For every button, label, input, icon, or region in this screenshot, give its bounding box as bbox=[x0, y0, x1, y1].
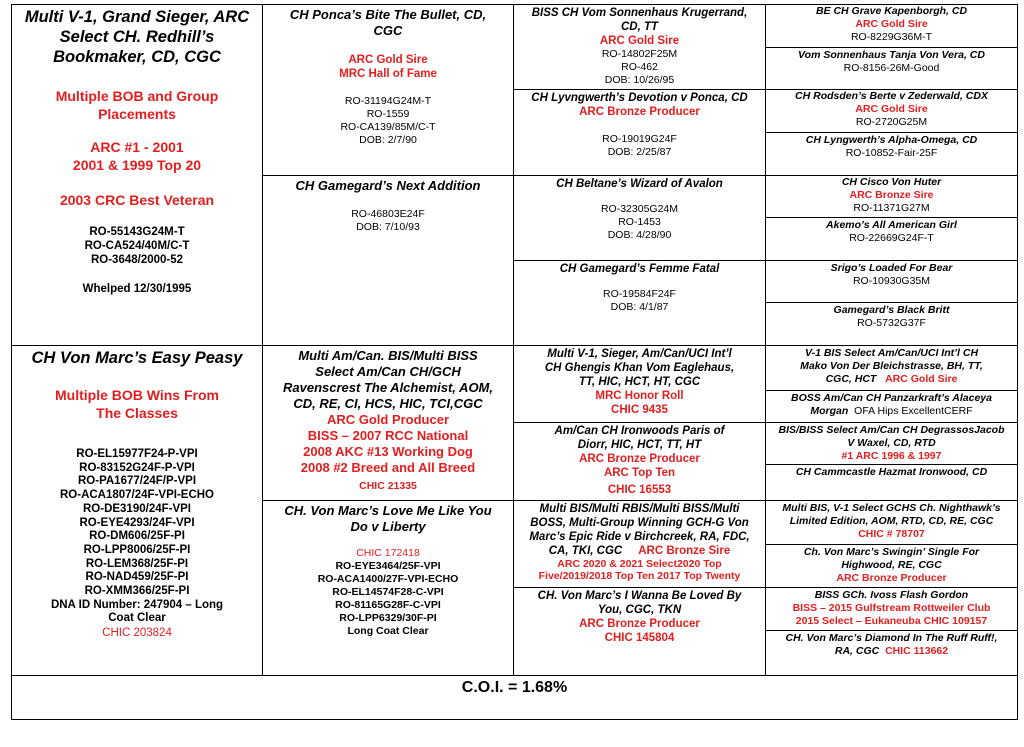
gen3-reg: DOB: 4/28/90 bbox=[607, 229, 672, 241]
gen4-title: Srigo’s Loaded For Bear bbox=[830, 262, 953, 274]
gen3-reg: DOB: 10/26/95 bbox=[604, 74, 675, 86]
gen3-cell-5 bbox=[513, 345, 766, 423]
gen3-award: ARC Bronze Producer bbox=[579, 453, 700, 465]
gen4-cell-6 bbox=[765, 217, 1018, 261]
gen2-reg: RO-31194G24M-T bbox=[344, 95, 432, 107]
dam-reg: RO-83152G24F-P-VPI bbox=[79, 461, 195, 474]
gen4-cell-16 bbox=[765, 630, 1018, 676]
gen4-cell-10 bbox=[765, 390, 1018, 423]
coi-footer bbox=[11, 675, 1018, 720]
gen4-title: Vom Sonnenhaus Tanja Von Vera, CD bbox=[798, 49, 985, 61]
gen4-title: Mako Von Der Bleichstrasse, BH, TT, bbox=[800, 360, 983, 372]
gen2-award: ARC Gold Sire bbox=[348, 54, 428, 66]
gen2-reg: Long Coat Clear bbox=[347, 625, 429, 637]
gen3-award: ARC Bronze Producer bbox=[579, 618, 700, 630]
gen2-title: Do v Liberty bbox=[350, 519, 426, 534]
gen2-reg: DOB: 7/10/93 bbox=[356, 221, 420, 233]
gen2-cell-2 bbox=[262, 175, 514, 346]
gen3-title: CH. Von Marc’s I Wanna Be Loved By bbox=[537, 590, 742, 602]
gen4-award: ARC Bronze Producer bbox=[836, 572, 947, 584]
gen4-title: Gamegard’s Black Britt bbox=[833, 304, 950, 316]
gen3-title: You, CGC, TKN bbox=[597, 604, 682, 616]
gen4-cell-12 bbox=[765, 464, 1018, 501]
gen4-title: CH. Von Marc’s Diamond In The Ruff Ruff!, bbox=[785, 632, 998, 644]
gen4-reg: RO-8229G36M-T bbox=[850, 31, 933, 43]
gen4-reg: RO-10852-Fair-25F bbox=[845, 147, 938, 159]
sire-reg: RO-3648/2000-52 bbox=[90, 254, 184, 266]
gen4-award: 2015 Select – Eukaneuba CHIC 109157 bbox=[795, 615, 988, 627]
gen4-cell-9 bbox=[765, 345, 1018, 391]
gen2-title: CH. Von Marc’s Love Me Like You bbox=[284, 503, 492, 518]
gen2-reg: RO-CA139/85M/C-T bbox=[340, 121, 436, 133]
gen3-award: MRC Honor Roll bbox=[595, 390, 684, 402]
dam-reg: RO-EYE4293/24F-VPI bbox=[79, 516, 195, 529]
dam-reg: RO-LPP8006/25F-PI bbox=[83, 543, 191, 556]
gen2-reg: RO-ACA1400/27F-VPI-ECHO bbox=[317, 573, 459, 585]
gen3-award: ARC Bronze Producer bbox=[579, 106, 700, 118]
gen2-award: 2008 AKC #13 Working Dog bbox=[303, 444, 473, 459]
gen2-chic: CHIC 21335 bbox=[359, 480, 417, 492]
gen4-award: CHIC 113662 bbox=[885, 645, 949, 657]
gen4-award: #1 ARC 1996 & 1997 bbox=[841, 450, 942, 462]
gen2-reg: RO-EYE3464/25F-VPI bbox=[335, 560, 441, 572]
gen4-award: ARC Bronze Sire bbox=[849, 189, 934, 201]
sire-cell bbox=[11, 4, 263, 346]
gen4-title: Multi BIS, V-1 Select GCHS Ch. Nighthawk’s bbox=[782, 502, 1001, 514]
gen3-title: Diorr, HIC, HCT, TT, HT bbox=[577, 439, 702, 451]
gen4-reg: RO-11371G27M bbox=[853, 202, 930, 214]
gen3-reg: RO-14802F25M bbox=[601, 48, 678, 60]
gen4-title: BIS/BISS Select Am/Can CH DegrassosJacob bbox=[778, 424, 1005, 436]
gen3-cell-8 bbox=[513, 587, 766, 676]
gen4-title: Akemo’s All American Girl bbox=[826, 219, 957, 231]
dam-cell bbox=[11, 345, 263, 676]
gen2-award: ARC Gold Producer bbox=[326, 412, 450, 427]
gen4-cell-1 bbox=[765, 4, 1018, 48]
gen3-title: CH Gamegard’s Femme Fatal bbox=[559, 263, 720, 275]
gen4-title: Ch. Von Marc’s Swingin’ Single For bbox=[803, 546, 980, 558]
gen4-title: CH Lyngwerth’s Alpha-Omega, CD bbox=[805, 134, 978, 146]
gen2-title: CGC bbox=[373, 23, 403, 38]
gen2-award: BISS – 2007 RCC National bbox=[307, 428, 469, 443]
gen4-title: Morgan bbox=[810, 405, 849, 417]
gen4-title: CGC, HCT bbox=[825, 373, 877, 385]
gen3-title: CD, TT bbox=[620, 21, 659, 33]
gen3-cell-3 bbox=[513, 175, 766, 261]
gen3-title: CH Ghengis Khan Vom Eaglehaus, bbox=[544, 362, 735, 374]
gen3-cell-4 bbox=[513, 260, 766, 346]
gen2-reg: RO-81165G28F-C-VPI bbox=[335, 599, 441, 611]
gen4-title: CH Cisco Von Huter bbox=[841, 176, 942, 188]
gen4-cell-8 bbox=[765, 302, 1018, 346]
dam-reg: RO-XMM366/25F-PI bbox=[84, 585, 190, 598]
gen4-title: BISS GCh. Ivoss Flash Gordon bbox=[814, 589, 969, 601]
gen4-reg: RO-5732G37F bbox=[857, 317, 926, 329]
sire-award: 2003 CRC Best Veteran bbox=[59, 192, 215, 208]
dam-reg: RO-DM606/25F-PI bbox=[89, 530, 185, 543]
gen4-cell-7 bbox=[765, 260, 1018, 303]
gen4-title: CH Rodsden’s Berte v Zederwald, CDX bbox=[795, 90, 988, 102]
gen4-title: BE CH Grave Kapenborgh, CD bbox=[815, 5, 968, 17]
gen3-award: ARC Bronze Sire bbox=[638, 545, 731, 557]
dam-reg: Coat Clear bbox=[108, 612, 166, 625]
gen3-cell-1 bbox=[513, 4, 766, 90]
gen3-award: ARC Top Ten bbox=[603, 467, 676, 479]
gen2-reg: RO-LPP6329/30F-PI bbox=[339, 612, 437, 624]
dam-title: CH Von Marc’s Easy Peasy bbox=[31, 349, 243, 367]
gen4-award: ARC Gold Sire bbox=[855, 18, 928, 30]
gen2-title: CH Gamegard’s Next Addition bbox=[295, 178, 481, 193]
gen2-reg: RO-1559 bbox=[366, 108, 410, 120]
dam-reg: RO-ACA1807/24F-VPI-ECHO bbox=[59, 489, 214, 502]
gen3-award: CHIC 145804 bbox=[604, 632, 675, 644]
gen2-reg: RO-EL14574F28-C-VPI bbox=[332, 586, 444, 598]
gen3-reg: RO-32305G24M bbox=[600, 203, 679, 215]
gen3-reg: RO-19584F24F bbox=[603, 288, 676, 300]
gen3-title: CH Beltane’s Wizard of Avalon bbox=[556, 178, 723, 190]
gen2-cell-3 bbox=[262, 345, 514, 501]
gen3-title: CA, TKI, CGC bbox=[548, 545, 623, 557]
gen4-reg: RO-10930G35M bbox=[852, 275, 931, 287]
gen3-title: Am/Can CH Ironwoods Paris of bbox=[554, 425, 725, 437]
gen4-award: ARC Gold Sire bbox=[855, 103, 928, 115]
gen2-cell-1 bbox=[262, 4, 514, 176]
gen3-reg: DOB: 4/1/87 bbox=[610, 301, 669, 313]
sire-award: ARC #1 - 2001 bbox=[90, 139, 184, 155]
gen3-award: ARC 2020 & 2021 Select2020 Top bbox=[557, 558, 722, 570]
dam-award: The Classes bbox=[96, 405, 178, 421]
sire-title: Multi V-1, Grand Sieger, ARC bbox=[24, 8, 250, 26]
gen4-reg: RO-2720G25M bbox=[855, 116, 928, 128]
gen4-note: OFA Hips ExcellentCERF bbox=[854, 405, 973, 417]
dam-reg: RO-PA1677/24F/P-VPI bbox=[77, 475, 197, 488]
dam-reg: RO-NAD459/25F-PI bbox=[85, 571, 189, 584]
gen4-title: Limited Edition, AOM, RTD, CD, RE, CGC bbox=[789, 515, 994, 527]
dam-reg: RO-EL15977F24-P-VPI bbox=[76, 448, 198, 460]
gen3-award: Five/2019/2018 Top Ten 2017 Top Twenty bbox=[538, 570, 741, 582]
gen4-award: ARC Gold Sire bbox=[885, 373, 958, 385]
gen3-title: CH Lyvngwerth’s Devotion v Ponca, CD bbox=[531, 92, 748, 104]
gen4-cell-3 bbox=[765, 89, 1018, 133]
sire-whelped: Whelped 12/30/1995 bbox=[82, 283, 192, 295]
gen3-title: BOSS, Multi-Group Winning GCH-G Von bbox=[530, 517, 749, 529]
sire-title: Bookmaker, CD, CGC bbox=[53, 48, 221, 66]
gen3-reg: RO-1453 bbox=[618, 216, 661, 228]
gen4-title: BOSS Am/Can CH Panzarkraft’s Alaceya bbox=[791, 392, 992, 404]
gen2-title: CH Ponca’s Bite The Bullet, CD, bbox=[289, 7, 487, 22]
gen4-award: CHIC # 78707 bbox=[858, 528, 925, 540]
gen2-reg: DOB: 2/7/90 bbox=[359, 134, 417, 146]
gen4-title: V-1 BIS Select Am/Can/UCI Int’l CH bbox=[804, 347, 979, 359]
gen4-title: CH Cammcastle Hazmat Ironwood, CD bbox=[795, 466, 988, 478]
gen3-reg: RO-19019G24F bbox=[602, 133, 677, 145]
gen4-award: BISS – 2015 Gulfstream Rottweiler Club bbox=[792, 602, 991, 614]
gen3-cell-2 bbox=[513, 89, 766, 176]
gen3-title: Multi V-1, Sieger, Am/Can/UCI Int’l bbox=[547, 348, 732, 360]
sire-reg: RO-55143G24M-T bbox=[89, 226, 185, 238]
coi-value: C.O.I. = 1.68% bbox=[461, 679, 568, 696]
gen3-award: ARC Gold Sire bbox=[599, 35, 680, 47]
gen2-award: MRC Hall of Fame bbox=[339, 68, 437, 80]
gen3-reg: RO-462 bbox=[621, 61, 658, 73]
gen4-cell-15 bbox=[765, 587, 1018, 631]
gen2-title: Multi Am/Can. BIS/Multi BISS bbox=[298, 348, 478, 363]
sire-title: Select CH. Redhill’s bbox=[59, 28, 215, 46]
gen4-cell-5 bbox=[765, 175, 1018, 218]
dam-award: Multiple BOB Wins From bbox=[55, 387, 219, 403]
gen4-cell-14 bbox=[765, 544, 1018, 588]
gen2-reg: RO-46803E24F bbox=[351, 208, 425, 220]
gen4-cell-4 bbox=[765, 132, 1018, 176]
gen4-title: RA, CGC bbox=[834, 645, 880, 657]
gen3-title: TT, HIC, HCT, HT, CGC bbox=[578, 376, 701, 388]
gen3-reg: DOB: 2/25/87 bbox=[607, 146, 672, 158]
dam-reg: RO-DE3190/24F-VPI bbox=[82, 502, 191, 515]
gen2-chic: CHIC 172418 bbox=[356, 547, 420, 559]
gen2-title: Ravenscrest The Alchemist, AOM, bbox=[283, 380, 493, 395]
gen2-award: 2008 #2 Breed and All Breed bbox=[300, 460, 476, 475]
sire-award: Placements bbox=[98, 106, 176, 122]
gen3-award: CHIC 16553 bbox=[607, 484, 672, 496]
gen4-reg: RO-22669G24F-T bbox=[849, 232, 934, 244]
gen4-title: V Waxel, CD, RTD bbox=[847, 437, 936, 449]
gen3-award: CHIC 9435 bbox=[611, 404, 668, 416]
gen3-cell-6 bbox=[513, 422, 766, 501]
gen3-title: Marc’s Epic Ride v Birchcreek, RA, FDC, bbox=[529, 531, 750, 543]
gen3-title: BISS CH Vom Sonnenhaus Krugerrand, bbox=[531, 7, 748, 19]
gen2-title: Select Am/Can CH/GCH bbox=[315, 364, 461, 379]
gen2-title: CD, RE, CI, HCS, HIC, TCI,CGC bbox=[293, 396, 483, 411]
sire-award: 2001 & 1999 Top 20 bbox=[72, 157, 202, 173]
sire-award: Multiple BOB and Group bbox=[55, 88, 219, 104]
gen4-reg: RO-8156-26M-Good bbox=[843, 62, 940, 74]
gen2-cell-4 bbox=[262, 500, 514, 676]
dam-chic: CHIC 203824 bbox=[102, 627, 172, 640]
gen4-cell-11 bbox=[765, 422, 1018, 465]
gen4-title: Highwood, RE, CGC bbox=[841, 559, 942, 571]
gen3-title: Multi BIS/Multi RBIS/Multi BISS/Multi bbox=[539, 503, 740, 515]
gen3-cell-7 bbox=[513, 500, 766, 588]
dam-reg: DNA ID Number: 247904 – Long bbox=[50, 598, 224, 611]
gen4-cell-13 bbox=[765, 500, 1018, 545]
gen4-cell-2 bbox=[765, 47, 1018, 90]
sire-reg: RO-CA524/40M/C-T bbox=[84, 240, 190, 252]
dam-reg: RO-LEM368/25F-PI bbox=[85, 557, 189, 570]
